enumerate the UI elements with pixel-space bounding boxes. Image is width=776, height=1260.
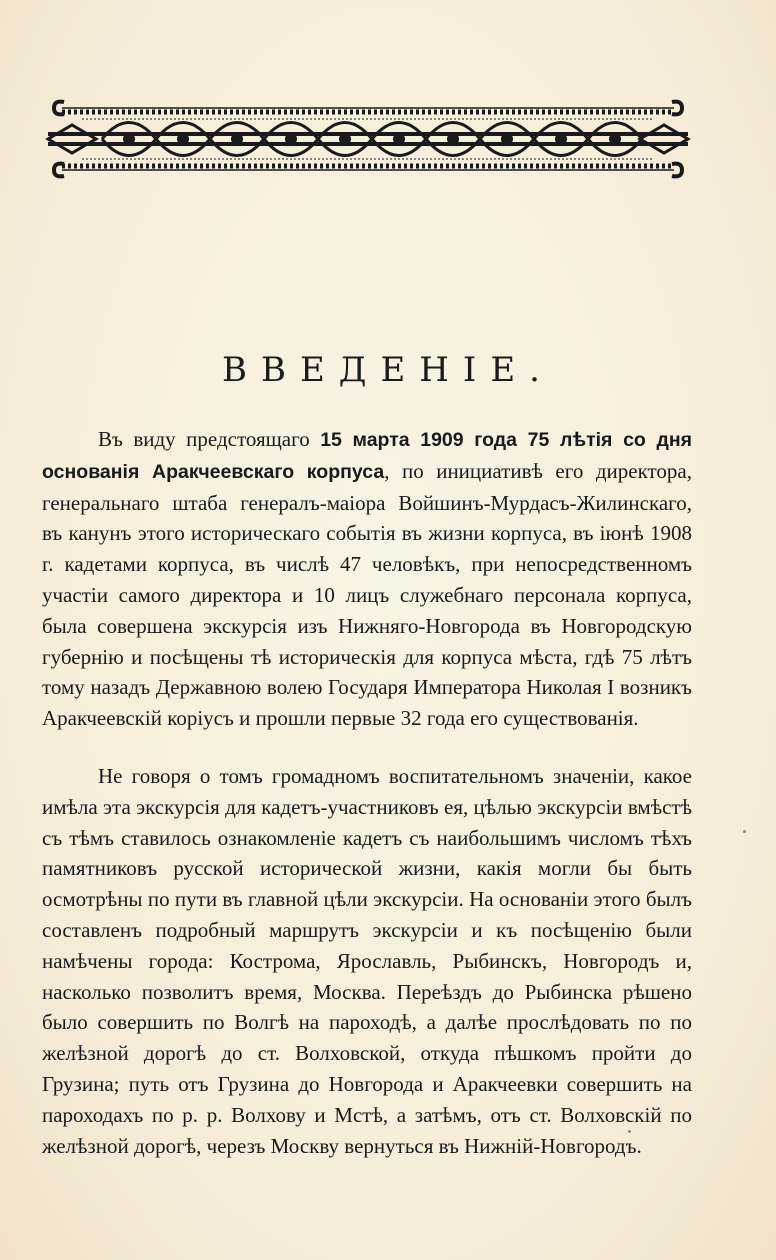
body-text <box>42 424 692 1161</box>
paragraph-1-rest: , по инициативѣ его директора, генеральнаго штаба генералъ-маіора Войшинъ-Мурдасъ-Жилинскаго, въ канунъ этого историческаго событія въ жизни корпуса, въ іюнѣ 1908 г. кадетами корпуса, въ числѣ 47 человѣкъ, при непосредственномъ участіи самого директора и 10 лицъ служебнаго персонала корпуса, была совершена экскурсія изъ Нижняго-Новгорода въ Новгородскую губернію и посѣщены тѣ историческія для корпуса мѣста, гдѣ 75 лѣтъ тому назадъ Державною волею Государя Императора Николая I возникъ Аракчеевскій коріусъ и прошли первые 32 года его существованія. <box>42 458 692 731</box>
paragraph-1-lead: Въ виду предстоящаго <box>98 427 321 451</box>
page-speck <box>628 1130 631 1133</box>
page-speck <box>743 830 746 833</box>
decorative-headpiece <box>42 88 694 196</box>
paragraph-1 <box>42 424 692 734</box>
paragraph-2: Не говоря о томъ громадномъ воспитательномъ значеніи, какое имѣла эта экскурсія для кадетъ-участниковъ ея, цѣлью экскурсіи вмѣстѣ съ тѣмъ ставилось ознакомленіе кадетъ съ наибольшимъ числомъ тѣхъ памятниковъ русской исторической жизни, какія могли бы быть осмотрѣны по пути въ главной цѣли экскурсіи. На основаніи этого былъ составленъ подробный маршрутъ экскурсіи и къ посѣщенію были намѣчены города: Кострома, Ярославль, Рыбинскъ, Новгородъ и, насколько позволитъ время, Москва. Переѣздъ до Рыбинска рѣшено было совершить по Волгѣ на пароходѣ, а далѣе прослѣдовать по по желѣзной дорогѣ до ст. Волховской, откуда пѣшкомъ пройти до Грузина; путь отъ Грузина до Новгорода и Аракчеевки совершить на пароходахъ по р. р. Волхову и Мстѣ, а затѣмъ, отъ ст. Волховскій по желѣзной дорогѣ, черезъ Москву вернуться въ Нижній-Новгородъ. <box>42 763 692 1158</box>
chapter-heading: ВВЕДЕНІЕ. <box>222 350 554 390</box>
paragraph-1-bold-date: 15 марта 1909 года 75 лѣтія со дня основанія Аракчеевскаго корпуса <box>42 429 693 483</box>
